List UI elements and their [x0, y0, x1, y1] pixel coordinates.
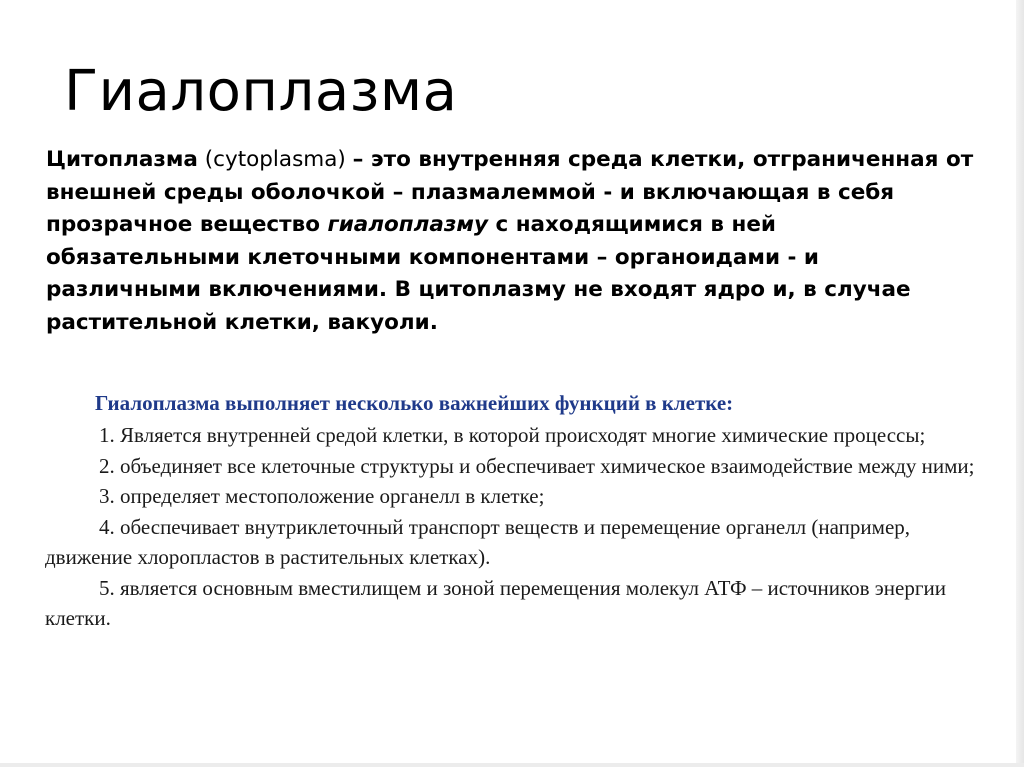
- functions-heading: Гиалоплазма выполняет несколько важнейших функций в клетке:: [95, 391, 734, 415]
- functions-section: [45, 387, 985, 634]
- function-item-5: 5. является основным вместилищем и зоной перемещения молекул АТФ – источников энергии клетки.: [45, 575, 946, 630]
- slide-edge-bottom: [0, 763, 1024, 767]
- function-item-1: 1. Является внутренней средой клетки, в которой происходят многие химические процессы;: [99, 423, 926, 447]
- intro-italic-term: гиалоплазму: [327, 212, 488, 237]
- intro-paragraph: [46, 144, 976, 339]
- slide-edge-right: [1016, 0, 1024, 767]
- intro-text-part2: с находящимися в ней обязательными клеточными компонентами – органоидами - и различными включениями. В цитоплазму не входят ядро и, в случае растительной клетки, вакуоли.: [46, 212, 911, 335]
- intro-latin: (cytoplasma): [197, 147, 353, 172]
- function-item-3: 3. определяет местоположение органелл в клетке;: [99, 484, 545, 508]
- function-item-4: 4. обеспечивает внутриклеточный транспорт веществ и перемещение органелл (например, движение хлоропластов в растительных клетках).: [45, 514, 911, 569]
- function-item-2: 2. объединяет все клеточные структуры и обеспечивает химическое взаимодействие между ними;: [99, 453, 975, 478]
- page-title: Гиалоплазма: [64, 59, 458, 124]
- intro-term: Цитоплазма: [46, 147, 198, 172]
- intro-text-part1: – это внутренняя среда клетки, отграниченная от внешней среды оболочкой – плазмалеммой - и включающая в себя прозрачное вещество: [46, 147, 974, 237]
